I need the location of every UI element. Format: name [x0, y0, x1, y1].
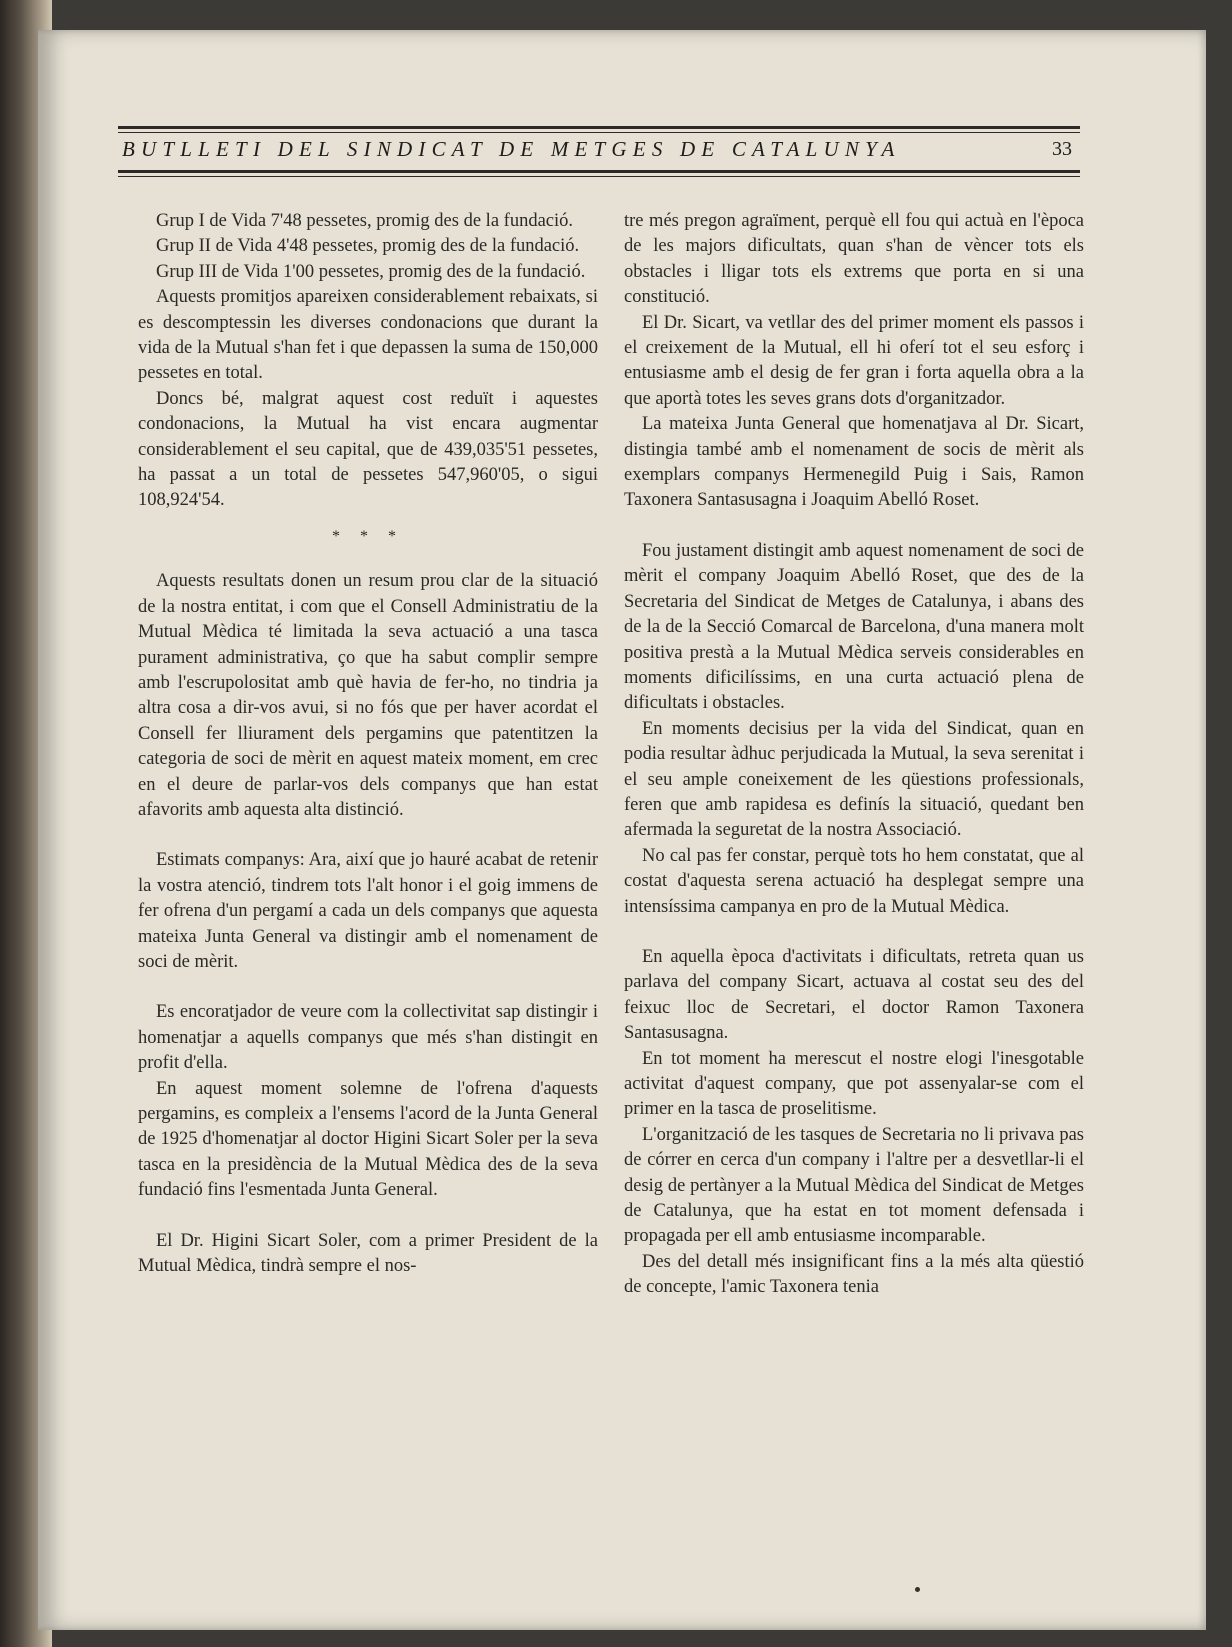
paragraph: L'organització de les tasques de Secretaria no li privava pas de córrer en cerca d'un company i l'altre per a desvetllar-li el desig de pertànyer a la Mutual Mèdica del Sindicat de Metges de Catalunya, que ha estat en tot moment defensada i propagada per ell amb entusiasme incomparable.	[624, 1124, 1084, 1247]
paragraph: La mateixa Junta General que homenatjava al Dr. Sicart, distingia també amb el nomenament de socis de mèrit als exemplars companys Hermenegild Puig i Sais, Ramon Taxonera Santasusagna i Joaquim Abelló Roset.	[624, 414, 1084, 511]
paragraph: Estimats companys: Ara, així que jo hauré acabat de retenir la vostra atenció, tindrem tots l'alt honor i el goig immens de fer ofrena d'un pergamí a cada un dels companys que aquesta mateixa Junta General va distingir amb el nomenament de soci de mèrit.	[138, 850, 598, 972]
paragraph: El Dr. Higini Sicart Soler, com a primer President de la Mutual Mèdica, tindrà sempre el nos-	[138, 1230, 598, 1277]
paragraph: El Dr. Sicart, va vetllar des del primer moment els passos i el creixement de la Mutual, ell hi oferí tot el seu esforç i entusiasme amb el desig de fer gran i forta aquella obra a la que aportà totes les seves grans dots d'organitzador.	[624, 312, 1084, 409]
paragraph: tre més pregon agraïment, perquè ell fou qui actuà en l'època de les majors dificultats, quan s'han de vèncer tots els obstacles i lligar tots els extrems que porta en si una constitució.	[624, 211, 1084, 308]
paragraph: Grup III de Vida 1'00 pessetes, promig des de la fundació.	[156, 261, 586, 282]
paragraph: Des del detall més insignificant fins a la més alta qüestió de concepte, l'amic Taxonera tenia	[624, 1251, 1084, 1298]
paragraph: Aquests resultats donen un resum prou clar de la situació de la nostra entitat, i com que el Consell Administratiu de la Mutual Mèdica té limitada la seva actuació a una tasca purament administrativa, ço que ha sabut complir sempre amb l'escrupolositat amb què havia de fer-ho, no tindria ja altra cosa a dir-vos avui, si no fós que per haver acordat el Consell fer lliurament dels pergamins que patentitzen la categoria de soci de mèrit en aquest mateix moment, em crec en el deure de parlar-vos dels companys que han estat afavorits amb aquesta alta distinció.	[138, 571, 598, 820]
paragraph: En aquest moment solemne de l'ofrena d'aquests pergamins, es compleix a l'ensems l'acord de la Junta General de 1925 d'homenatjar al doctor Higini Sicart Soler per la seva tasca en la presidència de la Mutual Mèdica des de la seva fundació fins l'esmentada Junta General.	[138, 1078, 598, 1201]
paragraph: Aquests promitjos apareixen considerablement rebaixats, si es descomptessin les diverses condonacions que durant la vida de la Mutual s'han fet i que depassen la suma de 150,000 pessetes en total.	[138, 287, 598, 384]
paragraph: Es encoratjador de veure com la collectivitat sap distingir i homenatjar a aquells companys que més s'han distingit en profit d'ella.	[138, 1002, 598, 1074]
paragraph: En moments decisius per la vida del Sindicat, quan en podia resultar àdhuc perjudicada la Mutual, la seva serenitat i el seu ample coneixement de les qüestions professionals, feren que amb rapidesa es definís la situació, quedant ben afermada la seguretat de la nostra Associació.	[624, 718, 1084, 841]
running-header	[118, 126, 1080, 182]
header-rule-top	[118, 126, 1080, 129]
right-column	[624, 209, 1084, 1301]
ink-speck	[915, 1587, 920, 1592]
journal-title: BUTLLETI DEL SINDICAT DE METGES DE CATALUNYA	[122, 137, 901, 161]
paragraph: Doncs bé, malgrat aquest cost reduït i aquestes condonacions, la Mutual ha vist encara augmentar considerablement el seu capital, que de 439,035'51 pessetes, ha passat a un total de pessetes 547,960'05, o sigui 108,924'54.	[138, 388, 598, 511]
paragraph: No cal pas fer constar, perquè tots ho hem constatat, que al costat d'aquesta serena actuació ha desplegat sempre una intensíssima campanya en pro de la Mutual Mèdica.	[624, 845, 1084, 917]
paragraph: En aquella època d'activitats i dificultats, retreta quan us parlava del company Sicart, actuava al costat seu des del feixuc lloc de Secretari, el doctor Ramon Taxonera Santasusagna.	[624, 946, 1084, 1044]
left-column	[138, 209, 598, 1279]
header-rule-top-thin	[118, 132, 1080, 133]
paragraph: Grup I de Vida 7'48 pessetes, promig des de la fundació.	[156, 211, 573, 231]
header-rule-bottom	[118, 170, 1080, 173]
section-separator: * * *	[332, 527, 404, 545]
paragraph: Fou justament distingit amb aquest nomenament de soci de mèrit el company Joaquim Abelló Roset, que des de la Secretaria del Sindicat de Metges de Catalunya, i abans des de la de la Secció Comarcal de Barcelona, d'una manera molt positiva prestà a la Mutual Mèdica serveis considerables en moments dificilíssims, en una curta actuació plena de dificultats i obstacles.	[624, 540, 1084, 714]
paragraph: En tot moment ha merescut el nostre elogi l'inesgotable activitat d'aquest company, que pot assenyalar-se com el primer en la tasca de proselitisme.	[624, 1048, 1084, 1120]
page-number: 33	[1052, 138, 1072, 160]
header-rule-bottom-thin	[118, 176, 1080, 177]
paragraph: Grup II de Vida 4'48 pessetes, promig des de la fundació.	[156, 236, 580, 257]
